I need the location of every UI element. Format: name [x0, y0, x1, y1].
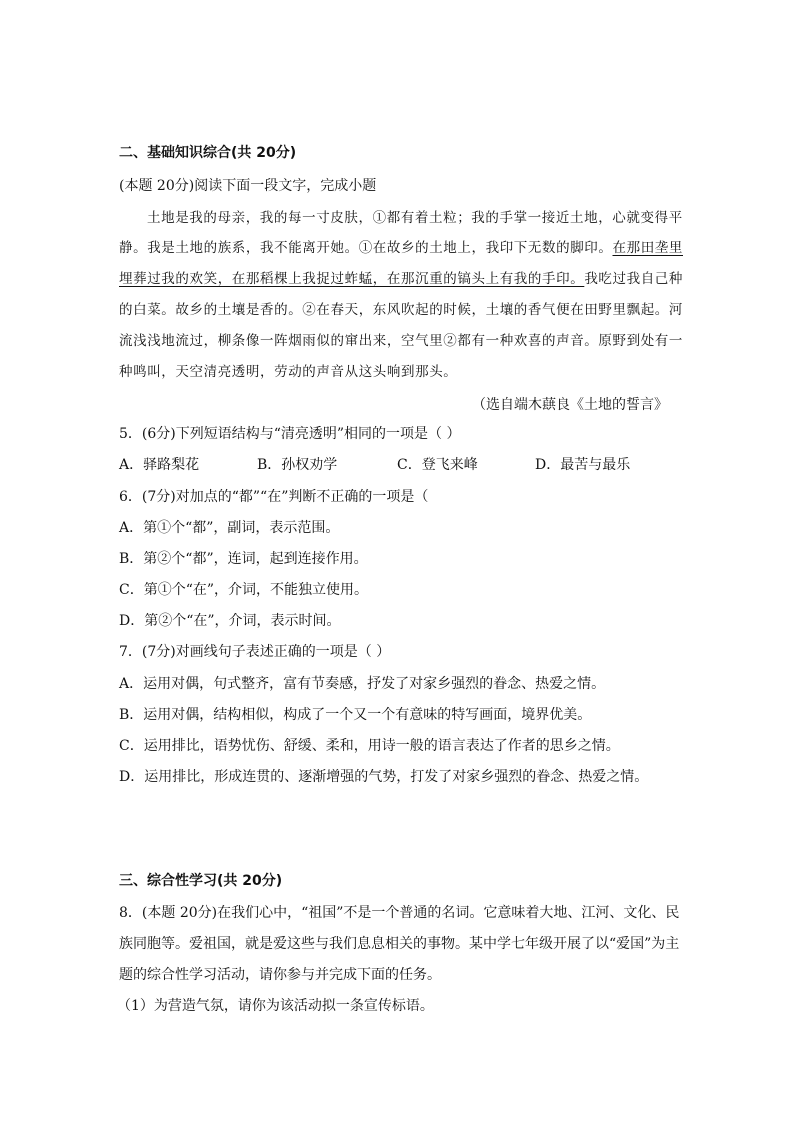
passage-text: 我吃过我自己种	[584, 271, 684, 287]
underlined-sentence: 在那田垄里	[612, 240, 683, 256]
passage-line-4: 的白菜。故乡的土壤是香的。②在春天，东风吹起的时候，土壤的香气便在田野里飘起。河	[119, 302, 683, 318]
question-6-option-d: D．第②个“在”，介词，表示时间。	[119, 613, 341, 629]
question-6-option-a: A．第①个“都”，副词，表示范围。	[119, 520, 340, 536]
question-7-stem: 7．(7分)对画线句子表述正确的一项是（ ）	[119, 644, 391, 660]
question-7-option-b: B．运用对偶，结构相似，构成了一个又一个有意味的特写画面，境界优美。	[119, 707, 592, 723]
passage-line-1: 土地是我的母亲，我的每一寸皮肤，①都有着土粒；我的手掌一接近土地，心就变得平	[147, 210, 683, 226]
question-6-option-c: C．第①个“在”，介词，不能独立使用。	[119, 582, 369, 598]
option-c: C．登飞来峰	[397, 457, 478, 473]
option-d: D．最苦与最乐	[535, 457, 631, 473]
passage-line-6: 种鸣叫，天空清亮透明，劳动的声音从这头响到那头。	[119, 364, 458, 380]
question-6-stem: 6．(7分)对加点的“都”“在”判断不正确的一项是（	[119, 489, 429, 505]
question-8-task-1: （1）为营造气氛，请你为该活动拟一条宣传标语。	[117, 998, 434, 1014]
underlined-sentence: 埋葬过我的欢笑，在那稻棵上我捉过蚱蜢，在那沉重的镐头上有我的手印。	[119, 271, 585, 287]
question-8-line-1: 8．(本题 20分)在我们心中，“祖国”不是一个普通的名词。它意味着大地、江河、文化、民	[119, 905, 680, 921]
option-a: A．驿路梨花	[119, 457, 200, 473]
passage-text: 静。我是土地的族系，我不能离开她。①在故乡的土地上，我印下无数的脚印。	[119, 240, 613, 256]
question-8-line-2: 族同胞等。爱祖国，就是爱这些与我们息息相关的事物。某中学七年级开展了以“爱国”为主	[119, 936, 680, 952]
passage-line-2	[119, 238, 683, 258]
question-5-stem: 5．(6分)下列短语结构与“清亮透明”相同的一项是（ ）	[119, 426, 461, 442]
question-7-option-a: A．运用对偶，句式整齐，富有节奏感，抒发了对家乡强烈的眷念、热爱之情。	[119, 676, 606, 692]
section-2-intro: (本题 20分)阅读下面一段文字，完成小题	[119, 178, 377, 194]
question-7-option-c: C．运用排比，语势忧伤、舒缓、柔和，用诗一般的语言表达了作者的思乡之情。	[119, 738, 620, 754]
question-8-line-3: 题的综合性学习活动，请你参与并完成下面的任务。	[119, 967, 441, 983]
passage-line-3	[119, 269, 683, 289]
section-3-heading: 三、综合性学习(共 20分)	[119, 873, 283, 889]
option-b: B．孙权劝学	[257, 457, 338, 473]
passage-line-5: 流浅浅地流过，柳条像一阵烟雨似的窜出来，空气里②都有一种欢喜的声音。原野到处有一	[119, 333, 683, 349]
passage-source: （选自端木蕻良《土地的誓言》	[472, 397, 668, 413]
question-7-option-d: D．运用排比，形成连贯的、逐渐增强的气势，打发了对家乡强烈的眷念、热爱之情。	[119, 769, 649, 785]
question-5-options	[119, 455, 630, 475]
section-2-heading: 二、基础知识综合(共 20分)	[119, 145, 297, 161]
question-6-option-b: B．第②个“都”，连词，起到连接作用。	[119, 551, 368, 567]
